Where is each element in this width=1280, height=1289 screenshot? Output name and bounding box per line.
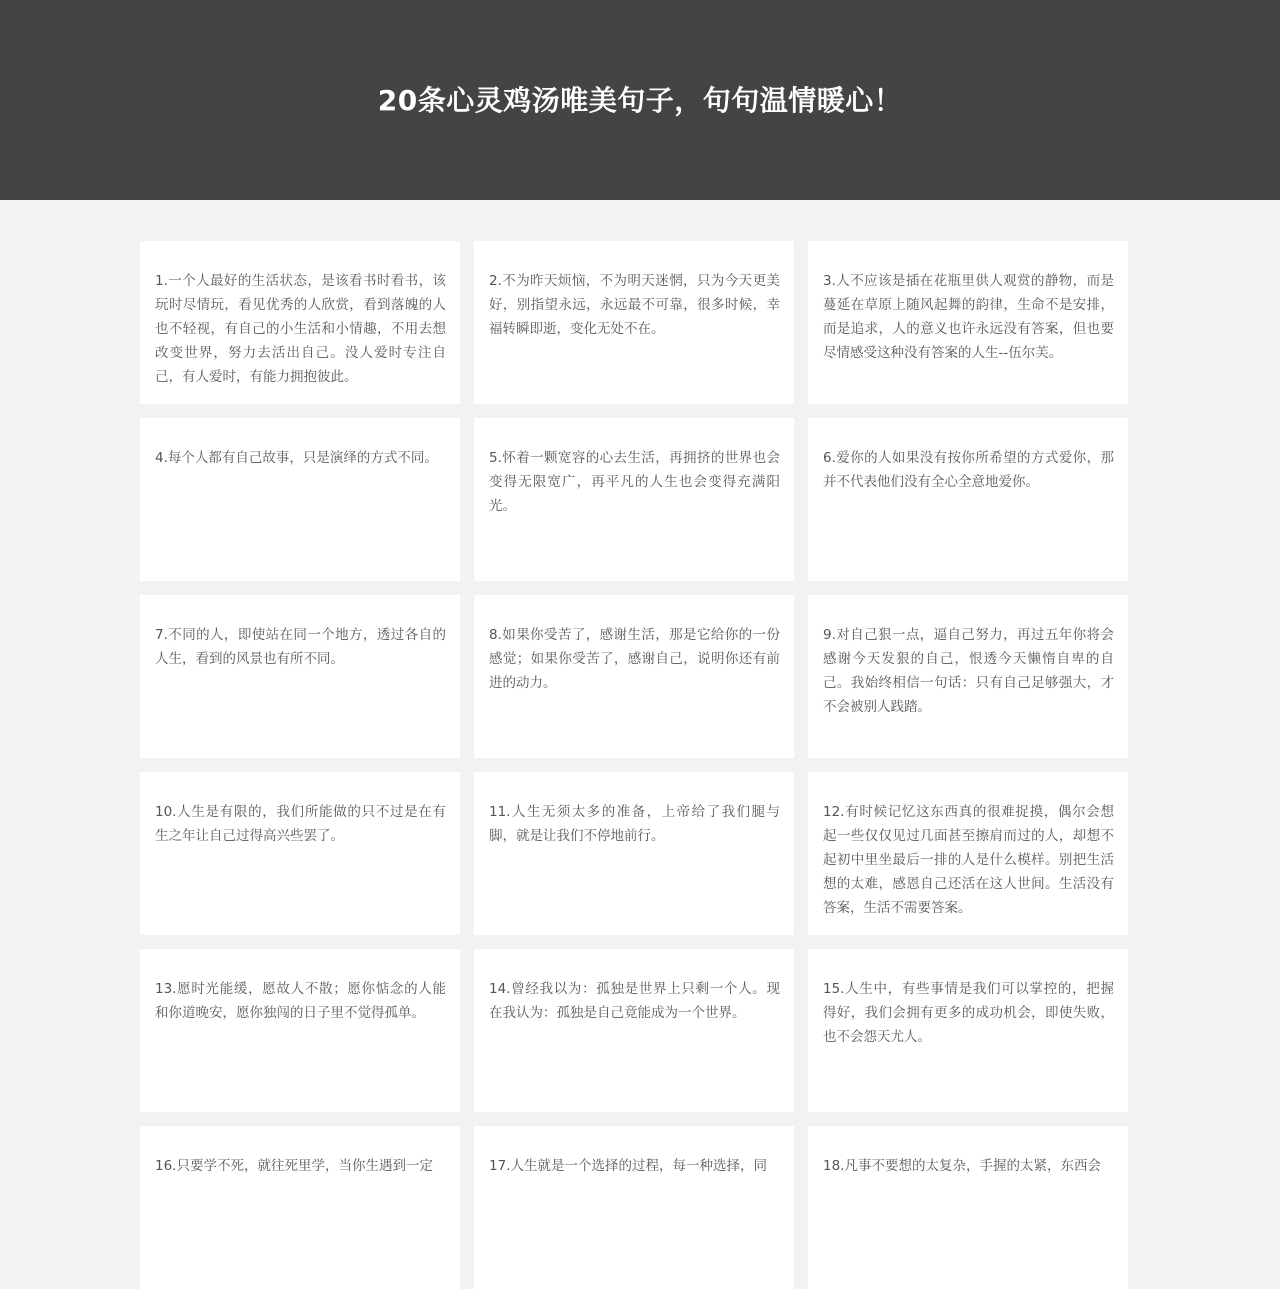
quote-text: 17.人生就是一个选择的过程，每一种选择，同 (489, 1158, 767, 1174)
page-header (0, 0, 1280, 200)
quote-text: 11.人生无须太多的准备，上帝给了我们腿与脚，就是让我们不停地前行。 (489, 804, 780, 844)
quote-card (808, 418, 1128, 581)
quote-text: 8.如果你受苦了，感谢生活，那是它给你的一份感觉；如果你受苦了，感谢自己，说明你还有前进的动力。 (489, 627, 780, 691)
quotes-grid (140, 241, 1128, 1289)
quote-card (808, 241, 1128, 404)
quote-text: 18.凡事不要想的太复杂，手握的太紧，东西会 (823, 1158, 1101, 1174)
quote-text: 3.人不应该是插在花瓶里供人观赏的静物，而是蔓延在草原上随风起舞的韵律，生命不是安排，而是追求，人的意义也许永远没有答案，但也要尽情感受这种没有答案的人生--伍尔芙。 (823, 273, 1114, 361)
quote-text: 13.愿时光能缓，愿故人不散；愿你惦念的人能和你道晚安，愿你独闯的日子里不觉得孤单。 (155, 981, 446, 1021)
quote-card (140, 772, 460, 935)
page-title: 20条心灵鸡汤唯美句子，句句温情暖心！ (377, 84, 903, 117)
quote-card (808, 595, 1128, 758)
quote-card (474, 418, 794, 581)
quote-text: 6.爱你的人如果没有按你所希望的方式爱你，那并不代表他们没有全心全意地爱你。 (823, 450, 1114, 490)
quote-card (140, 1126, 460, 1289)
quote-text: 7.不同的人，即使站在同一个地方，透过各自的人生，看到的风景也有所不同。 (155, 627, 446, 667)
quote-card (474, 949, 794, 1112)
quote-card (808, 1126, 1128, 1289)
quote-text: 15.人生中，有些事情是我们可以掌控的，把握得好，我们会拥有更多的成功机会，即使失败，也不会怨天尤人。 (823, 981, 1114, 1045)
quote-card (140, 241, 460, 404)
quote-text: 2.不为昨天烦恼，不为明天迷惘，只为今天更美好，别指望永远，永远最不可靠，很多时候，幸福转瞬即逝，变化无处不在。 (489, 273, 780, 337)
quote-text: 14.曾经我以为：孤独是世界上只剩一个人。现在我认为：孤独是自己竟能成为一个世界。 (489, 981, 780, 1021)
quote-card (474, 241, 794, 404)
quote-card (140, 949, 460, 1112)
quote-text: 10.人生是有限的，我们所能做的只不过是在有生之年让自己过得高兴些罢了。 (155, 804, 446, 844)
quote-card (808, 772, 1128, 935)
quote-text: 1.一个人最好的生活状态，是该看书时看书，该玩时尽情玩，看见优秀的人欣赏，看到落魄的人也不轻视，有自己的小生活和小情趣，不用去想改变世界，努力去活出自己。没人爱时专注自己，有人爱时，有能力拥抱彼此。 (155, 273, 446, 385)
quote-card (808, 949, 1128, 1112)
quote-text: 9.对自己狠一点，逼自己努力，再过五年你将会感谢今天发狠的自己，恨透今天懒惰自卑的自己。我始终相信一句话：只有自己足够强大，才不会被别人践踏。 (823, 627, 1114, 715)
quote-card (140, 595, 460, 758)
quote-text: 12.有时候记忆这东西真的很难捉摸，偶尔会想起一些仅仅见过几面甚至擦肩而过的人，却想不起初中里坐最后一排的人是什么模样。别把生活想的太难，感恩自己还活在这人世间。生活没有答案，生活不需要答案。 (823, 804, 1114, 916)
quote-text: 5.怀着一颗宽容的心去生活，再拥挤的世界也会变得无限宽广，再平凡的人生也会变得充满阳光。 (489, 450, 780, 514)
quote-text: 16.只要学不死，就往死里学，当你生遇到一定 (155, 1158, 433, 1174)
quote-card (474, 1126, 794, 1289)
quote-card (474, 595, 794, 758)
quote-text: 4.每个人都有自己故事，只是演绎的方式不同。 (155, 450, 438, 466)
quote-card (474, 772, 794, 935)
quote-card (140, 418, 460, 581)
